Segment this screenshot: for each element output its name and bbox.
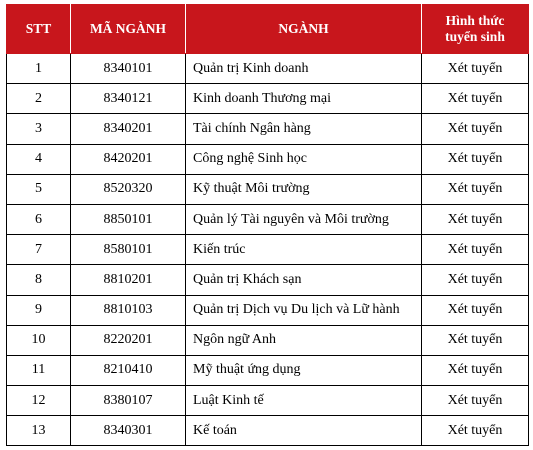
cell-ma-nganh: 8340301 — [71, 416, 186, 446]
table-header — [7, 5, 529, 54]
cell-nganh: Mỹ thuật ứng dụng — [186, 355, 422, 385]
table-row — [7, 174, 529, 204]
cell-ma-nganh: 8220201 — [71, 325, 186, 355]
cell-stt: 2 — [7, 84, 71, 114]
cell-stt: 8 — [7, 265, 71, 295]
cell-nganh: Tài chính Ngân hàng — [186, 114, 422, 144]
header-row — [7, 5, 529, 54]
cell-nganh: Quản trị Khách sạn — [186, 265, 422, 295]
cell-hinh-thuc: Xét tuyển — [422, 84, 529, 114]
cell-hinh-thuc: Xét tuyển — [422, 144, 529, 174]
cell-stt: 9 — [7, 295, 71, 325]
table-row — [7, 386, 529, 416]
cell-hinh-thuc: Xét tuyển — [422, 355, 529, 385]
cell-nganh: Kinh doanh Thương mại — [186, 84, 422, 114]
cell-hinh-thuc: Xét tuyển — [422, 265, 529, 295]
header-nganh: NGÀNH — [186, 5, 422, 54]
cell-hinh-thuc: Xét tuyển — [422, 325, 529, 355]
cell-stt: 1 — [7, 54, 71, 84]
cell-ma-nganh: 8850101 — [71, 204, 186, 234]
cell-hinh-thuc: Xét tuyển — [422, 54, 529, 84]
header-hinh-thuc — [422, 5, 529, 54]
cell-hinh-thuc: Xét tuyển — [422, 416, 529, 446]
cell-hinh-thuc: Xét tuyển — [422, 114, 529, 144]
header-stt: STT — [7, 5, 71, 54]
cell-hinh-thuc: Xét tuyển — [422, 295, 529, 325]
cell-nganh: Quản trị Dịch vụ Du lịch và Lữ hành — [186, 295, 422, 325]
cell-nganh: Quản trị Kinh doanh — [186, 54, 422, 84]
cell-nganh: Công nghệ Sinh học — [186, 144, 422, 174]
cell-ma-nganh: 8210410 — [71, 355, 186, 385]
cell-ma-nganh: 8340101 — [71, 54, 186, 84]
admissions-table — [6, 4, 529, 446]
table-row — [7, 144, 529, 174]
header-ma-nganh: MÃ NGÀNH — [71, 5, 186, 54]
table-row — [7, 235, 529, 265]
cell-stt: 6 — [7, 204, 71, 234]
table-row — [7, 265, 529, 295]
cell-stt: 4 — [7, 144, 71, 174]
table-row — [7, 295, 529, 325]
table-row — [7, 416, 529, 446]
admissions-table-container — [6, 4, 529, 446]
cell-ma-nganh: 8340201 — [71, 114, 186, 144]
cell-hinh-thuc: Xét tuyển — [422, 204, 529, 234]
cell-nganh: Kế toán — [186, 416, 422, 446]
cell-stt: 7 — [7, 235, 71, 265]
cell-ma-nganh: 8380107 — [71, 386, 186, 416]
cell-ma-nganh: 8580101 — [71, 235, 186, 265]
table-row — [7, 114, 529, 144]
cell-stt: 3 — [7, 114, 71, 144]
cell-stt: 10 — [7, 325, 71, 355]
table-body — [7, 54, 529, 446]
table-row — [7, 204, 529, 234]
cell-stt: 11 — [7, 355, 71, 385]
cell-stt: 12 — [7, 386, 71, 416]
cell-ma-nganh: 8520320 — [71, 174, 186, 204]
table-row — [7, 84, 529, 114]
cell-hinh-thuc: Xét tuyển — [422, 386, 529, 416]
cell-nganh: Kiến trúc — [186, 235, 422, 265]
cell-ma-nganh: 8810201 — [71, 265, 186, 295]
cell-nganh: Ngôn ngữ Anh — [186, 325, 422, 355]
cell-stt: 13 — [7, 416, 71, 446]
cell-ma-nganh: 8810103 — [71, 295, 186, 325]
cell-ma-nganh: 8420201 — [71, 144, 186, 174]
cell-ma-nganh: 8340121 — [71, 84, 186, 114]
cell-nganh: Kỹ thuật Môi trường — [186, 174, 422, 204]
table-row — [7, 54, 529, 84]
table-row — [7, 325, 529, 355]
header-hinh-thuc-text: Hình thức tuyển sinh — [445, 13, 505, 44]
table-row — [7, 355, 529, 385]
cell-nganh: Quản lý Tài nguyên và Môi trường — [186, 204, 422, 234]
cell-hinh-thuc: Xét tuyển — [422, 174, 529, 204]
cell-hinh-thuc: Xét tuyển — [422, 235, 529, 265]
cell-stt: 5 — [7, 174, 71, 204]
cell-nganh: Luật Kinh tế — [186, 386, 422, 416]
